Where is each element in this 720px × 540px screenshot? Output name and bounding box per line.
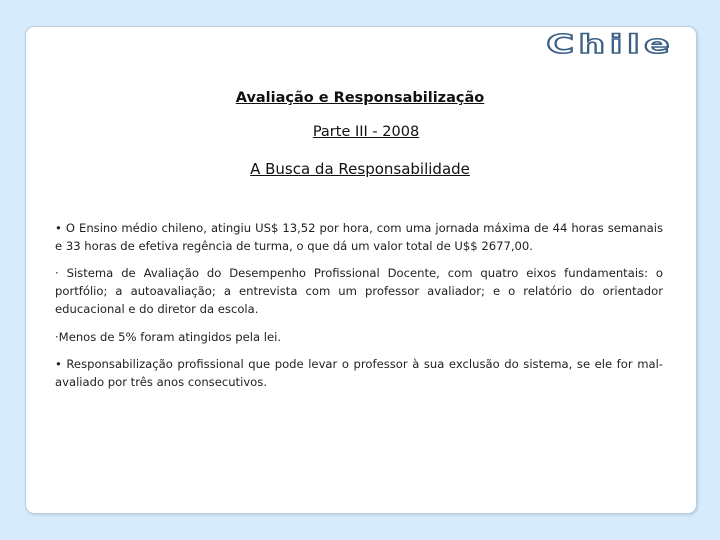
paragraph-salary: • O Ensino médio chileno, atingiu US$ 13,52 por hora, com uma jornada máxima de 44 horas semanais e 33 horas de efetiva regência de turma, o que dá um valor total de U$$ 2677,00. bbox=[55, 221, 663, 253]
part-heading: Parte III - 2008 bbox=[312, 124, 420, 140]
paragraph-affected: ·Menos de 5% foram atingidos pela lei. bbox=[55, 330, 282, 344]
subtitle-heading: A Busca da Responsabilidade bbox=[250, 160, 470, 178]
country-title: Chile bbox=[546, 30, 674, 60]
paragraph-accountability: • Responsabilização profissional que pode levar o professor à sua exclusão do sistema, se ele for mal-avaliado por três anos consecutivos. bbox=[55, 357, 663, 389]
main-heading: Avaliação e Responsabilização bbox=[235, 90, 485, 106]
paragraph-evaluation-system: · Sistema de Avaliação do Desempenho Profissional Docente, com quatro eixos fundamentais: o portfólio; a autoavaliação; a entrevista com um professor avaliador; e o relatório do orientador educacional e do diretor da escola. bbox=[55, 266, 663, 316]
